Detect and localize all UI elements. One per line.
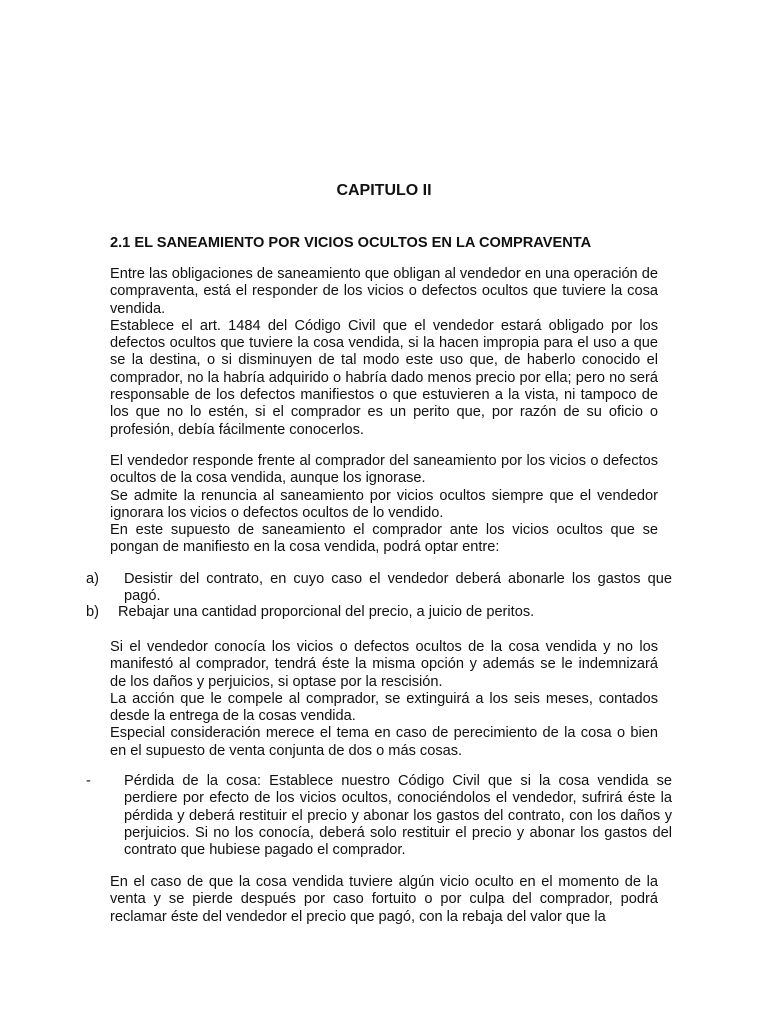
section-heading: 2.1 EL SANEAMIENTO POR VICIOS OCULTOS EN LA COMPRAVENTA bbox=[110, 235, 592, 251]
paragraph-fortuitous-loss: En el caso de que la cosa vendida tuviere algún vicio oculto en el momento de la venta y se pierde después por caso fortuito o por culpa del comprador, podrá reclamar éste del vendedor el precio que pagó, con la rebaja del valor que la bbox=[110, 874, 658, 925]
paragraph-group-4 bbox=[110, 874, 658, 926]
paragraph-seller-responds: El vendedor responde frente al comprador del saneamiento por los vicios o defectos ocultos de la cosa vendida, aunque los ignorase. bbox=[110, 453, 658, 487]
dash-marker: - bbox=[86, 773, 91, 789]
list-marker-b: b) bbox=[86, 604, 99, 620]
paragraph-article-1484: Establece el art. 1484 del Código Civil que el vendedor estará obligado por los defectos ocultos que tuviere la cosa vendida, si la hacen impropia para el uso a que se la destina, o si disminuyen de tal modo este uso que, de haberlo conocido el comprador, no la habría adquirido o habría dado menos precio por ella; pero no será responsable de los defectos manifiestos o que estuvieren a la vista, ni tampoco de los que no lo estén, si el comprador es un perito que, por razón de su oficio o profesión, debía fácilmente conocerlos. bbox=[110, 317, 658, 438]
paragraph-seller-knew: Si el vendedor conocía los vicios o defectos ocultos de la cosa vendida y no los manifestó al comprador, tendrá éste la misma opción y además se le indemnizará de los daños y perjuicios, si optase por la rescisión. bbox=[110, 639, 658, 690]
paragraph-intro: Entre las obligaciones de saneamiento que obligan al vendedor en una operación de compraventa, está el responder de los vicios o defectos ocultos que tuviere la cosa vendida. bbox=[110, 266, 658, 317]
chapter-title: CAPITULO II bbox=[336, 182, 432, 199]
paragraph-action-extinguish: La acción que le compele al comprador, se extinguirá a los seis meses, contados desde la entrega de la cosas vendida. bbox=[110, 690, 658, 725]
paragraph-special-consideration: Especial consideración merece el tema en caso de perecimiento de la cosa o bien en el supuesto de venta conjunta de dos o más cosas. bbox=[110, 725, 658, 759]
paragraph-renunciation: Se admite la renuncia al saneamiento por vicios ocultos siempre que el vendedor ignorara los vicios o defectos ocultos de lo vendido. bbox=[110, 487, 658, 521]
paragraph-group-3 bbox=[110, 639, 658, 760]
list-text-b: Rebajar una cantidad proporcional del precio, a juicio de peritos. bbox=[118, 604, 535, 620]
paragraph-group-2 bbox=[110, 453, 658, 557]
paragraph-buyer-options: En este supuesto de saneamiento el comprador ante los vicios ocultos que se pongan de manifiesto en la cosa vendida, podrá optar entre: bbox=[110, 522, 658, 556]
dash-item-text: Pérdida de la cosa: Establece nuestro Código Civil que si la cosa vendida se perdiere por efecto de los vicios ocultos, conociéndolos el vendedor, sufrirá éste la pérdida y deberá restituir el precio y abonar los gastos del contrato, con los daños y perjuicios. Si no los conocía, deberá solo restituir el precio y abonar los gastos del contrato que hubiese pagado el comprador. bbox=[124, 773, 672, 859]
list-text-a: Desistir del contrato, en cuyo caso el vendedor deberá abonarle los gastos que pagó. bbox=[124, 571, 672, 605]
paragraph-group-1 bbox=[110, 266, 658, 439]
list-marker-a: a) bbox=[86, 571, 99, 587]
